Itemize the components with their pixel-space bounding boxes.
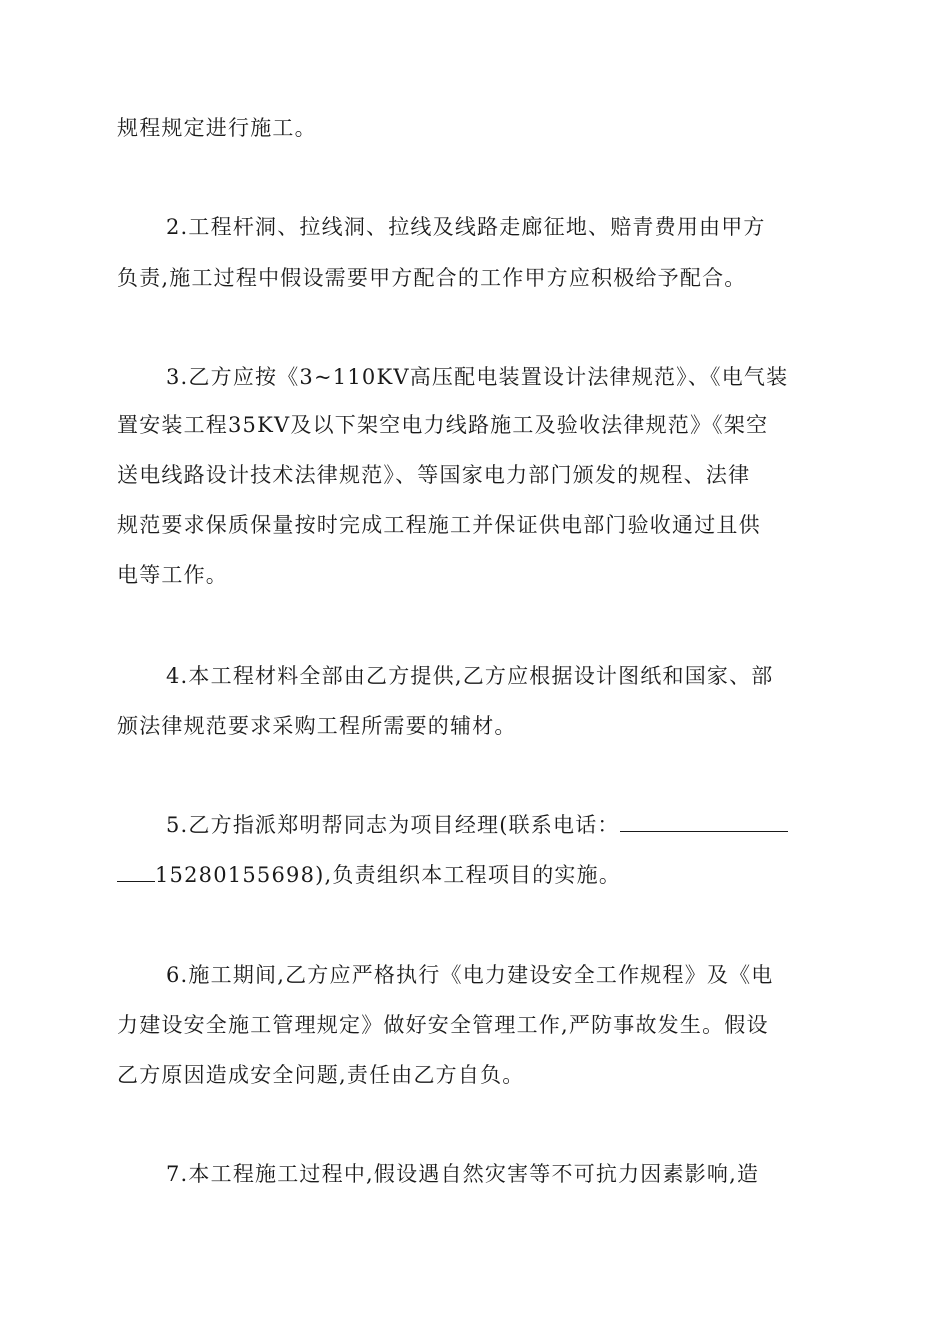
text-line: 电等工作。	[117, 563, 228, 587]
phone-blank-underline	[620, 813, 788, 832]
text-line: 负责,施工过程中假设需要甲方配合的工作甲方应积极给予配合。	[117, 266, 747, 290]
text-line: 7.本工程施工过程中,假设遇自然灾害等不可抗力因素影响,造	[166, 1162, 760, 1186]
text-line: 规程规定进行施工。	[117, 116, 317, 140]
text-line-with-blank	[117, 860, 833, 890]
phone-blank-underline-continued	[117, 863, 155, 882]
text-line: 力建设安全施工管理规定》做好安全管理工作,严防事故发生。假设	[117, 1013, 769, 1037]
text-line: 3.乙方应按《3~110KV高压配电装置设计法律规范》、《电气装	[166, 365, 789, 389]
text-line: 规范要求保质保量按时完成工程施工并保证供电部门验收通过且供	[117, 513, 761, 537]
text-line: 乙方原因造成安全问题,责任由乙方自负。	[117, 1063, 525, 1087]
text-segment: 15280155698),负责组织本工程项目的实施。	[155, 863, 622, 887]
text-line: 颁法律规范要求采购工程所需要的辅材。	[117, 714, 517, 738]
text-line: 2.工程杆洞、拉线洞、拉线及线路走廊征地、赔青费用由甲方	[166, 215, 766, 239]
text-line: 置安装工程35KV及以下架空电力线路施工及验收法律规范》《架空	[117, 413, 769, 437]
text-segment: 5.乙方指派郑明帮同志为项目经理(联系电话：	[166, 813, 620, 837]
text-line: 6.施工期间,乙方应严格执行《电力建设安全工作规程》及《电	[166, 963, 774, 987]
text-line: 送电线路设计技术法律规范》、等国家电力部门颁发的规程、法律	[117, 463, 751, 487]
text-line: 4.本工程材料全部由乙方提供,乙方应根据设计图纸和国家、部	[166, 664, 774, 688]
text-line-with-blank	[166, 810, 833, 840]
